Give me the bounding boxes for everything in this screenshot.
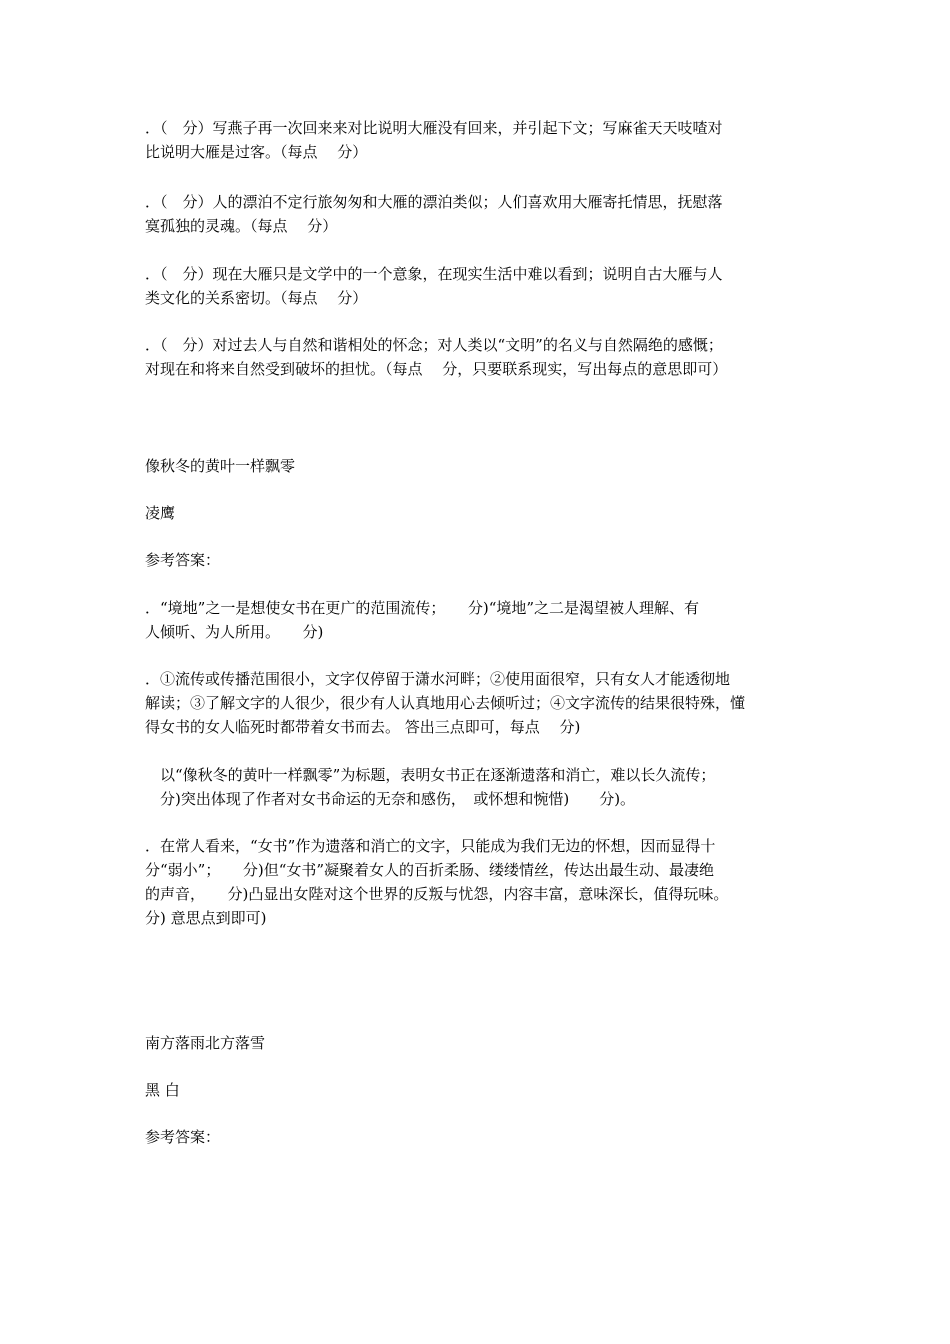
text-line: 类文化的关系密切。（每点 分） xyxy=(145,289,368,307)
text-line: ．（ 分）写燕子再一次回来来对比说明大雁没有回来，并引起下文；写麻雀天天吱喳对 xyxy=(145,119,723,137)
text-line: 人倾听、为人所用。 分) xyxy=(145,623,324,641)
answer-label: 参考答案： xyxy=(145,551,221,569)
article-author: 黑 白 xyxy=(145,1081,180,1099)
text-line: ．“境地”之一是想使女书在更广的范围流传； 分)“境地”之二是渴望被人理解、有 xyxy=(145,599,700,617)
answer-item xyxy=(145,763,810,811)
text-line: 比说明大雁是过客。（每点 分） xyxy=(145,143,368,161)
text-line: 解读；③了解文字的人很少，很少有人认真地用心去倾听过；④文字流传的结果很特殊，懂 xyxy=(145,694,746,712)
text-line: ．①流传或传播范围很小，文字仅停留于潇水河畔；②使用面很窄，只有女人才能透彻地 xyxy=(145,670,731,688)
text-line: 分)突出体现了作者对女书命运的无奈和感伤， 或怀想和惋惜) 分)。 xyxy=(145,790,636,808)
text-line: ．（ 分）人的漂泊不定行旅匆匆和大雁的漂泊类似；人们喜欢用大雁寄托情思，抚慰落 xyxy=(145,193,723,211)
answer-label: 参考答案： xyxy=(145,1128,221,1146)
article-title: 像秋冬的黄叶一样飘零 xyxy=(145,457,296,475)
text-line: 得女书的女人临死时都带着女书而去。 答出三点即可，每点 分) xyxy=(145,718,581,736)
answer-item xyxy=(145,834,810,930)
text-line: ．在常人看来，“女书”作为遗落和消亡的文字，只能成为我们无边的怀想，因而显得十 xyxy=(145,837,716,855)
text-line: ．（ 分）现在大雁只是文学中的一个意象，在现实生活中难以看到；说明自古大雁与人 xyxy=(145,265,723,283)
text-line: ．（ 分）对过去人与自然和谐相处的怀念；对人类以“文明”的名义与自然隔绝的感慨； xyxy=(145,336,723,354)
answer-item xyxy=(145,190,810,238)
text-line: 以“像秋冬的黄叶一样飘零”为标题，表明女书正在逐渐遗落和消亡，难以长久流传； xyxy=(145,766,716,784)
answer-item xyxy=(145,667,810,739)
text-line: 对现在和将来自然受到破坏的担忧。（每点 分，只要联系现实，写出每点的意思即可） xyxy=(145,360,728,378)
text-line: 分“弱小”； 分)但“女书”凝聚着女人的百折柔肠、缕缕情丝，传达出最生动、最凄绝 xyxy=(145,861,715,879)
answer-item xyxy=(145,262,810,310)
answer-item xyxy=(145,116,810,164)
answer-item xyxy=(145,333,810,381)
article-title: 南方落雨北方落雪 xyxy=(145,1034,266,1052)
answer-item xyxy=(145,596,810,644)
text-line: 的声音， 分)凸显出女陛对这个世界的反叛与忧怨，内容丰富，意味深长，值得玩味。 xyxy=(145,885,729,903)
text-line: 寞孤独的灵魂。（每点 分） xyxy=(145,217,338,235)
text-line: 分) 意思点到即可) xyxy=(145,909,267,927)
article-author: 凌鹰 xyxy=(145,504,176,522)
